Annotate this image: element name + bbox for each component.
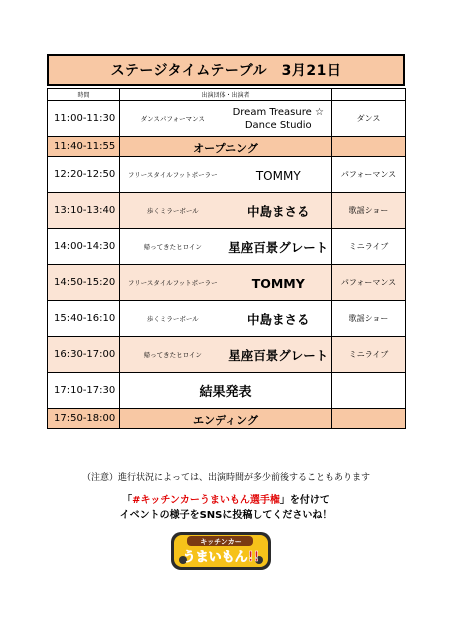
group-cell: フリースタイルフットボーラー bbox=[120, 265, 226, 301]
genre-cell: ダンス bbox=[332, 101, 406, 137]
time-cell: 16:30-17:00 bbox=[48, 337, 120, 373]
hashtag-note bbox=[0, 491, 452, 506]
genre-cell bbox=[332, 373, 406, 409]
genre-cell: ミニライブ bbox=[332, 337, 406, 373]
time-header: 時間 bbox=[48, 89, 120, 101]
performer-cell bbox=[226, 101, 332, 137]
performer-name: TOMMY bbox=[251, 276, 305, 291]
time-cell: 14:00-14:30 bbox=[48, 229, 120, 265]
group-cell: ダンスパフォーマンス bbox=[120, 101, 226, 137]
performer-name: 星座百景グレート bbox=[228, 240, 329, 255]
table-row bbox=[48, 193, 406, 229]
performer-name: 星座百景グレート bbox=[228, 348, 329, 363]
genre-cell: パフォーマンス bbox=[332, 157, 406, 193]
table-row bbox=[48, 157, 406, 193]
performer-name: 中島まさる bbox=[247, 204, 310, 219]
time-cell: 14:50-15:20 bbox=[48, 265, 120, 301]
table-row bbox=[48, 301, 406, 337]
genre-cell: パフォーマンス bbox=[332, 265, 406, 301]
sns-note: イベントの様子をSNSに投稿してくださいね！ bbox=[119, 510, 333, 521]
genre-cell: 歌謡ショー bbox=[332, 301, 406, 337]
logo-line1: キッチンカー bbox=[200, 538, 242, 546]
time-cell: 11:40-11:55 bbox=[48, 137, 120, 157]
performer-cell bbox=[226, 301, 332, 337]
hashtag-close: 」を付けて bbox=[279, 495, 330, 506]
performer-header: 出演団体・出演者 bbox=[120, 89, 332, 101]
page-title: ステージタイムテーブル 3月21日 bbox=[47, 54, 405, 86]
genre-cell bbox=[332, 137, 406, 157]
performer-line1: Dream Treasure ☆ bbox=[232, 106, 324, 118]
time-cell: 15:40-16:10 bbox=[48, 301, 120, 337]
schedule-table bbox=[47, 88, 406, 429]
table-row bbox=[48, 409, 406, 429]
genre-cell: 歌謡ショー bbox=[332, 193, 406, 229]
hashtag-open: 「 bbox=[122, 495, 133, 506]
time-cell: 11:00-11:30 bbox=[48, 101, 120, 137]
event-cell bbox=[120, 373, 332, 409]
group-cell: 帰ってきたヒロイン bbox=[120, 229, 226, 265]
performer-cell bbox=[226, 229, 332, 265]
time-cell: 12:20-12:50 bbox=[48, 157, 120, 193]
time-cell: 17:50-18:00 bbox=[48, 409, 120, 429]
umaimon-logo bbox=[169, 530, 273, 572]
event-label: エンディング bbox=[193, 414, 258, 427]
performer-name: TOMMY bbox=[255, 169, 301, 183]
logo-line2: うまいもん!! bbox=[182, 550, 260, 565]
time-cell: 13:10-13:40 bbox=[48, 193, 120, 229]
table-header-row bbox=[48, 89, 406, 101]
group-cell: 歩くミラーボール bbox=[120, 193, 226, 229]
performer-cell bbox=[226, 157, 332, 193]
table-row bbox=[48, 101, 406, 137]
group-cell: 歩くミラーボール bbox=[120, 301, 226, 337]
genre-cell bbox=[332, 409, 406, 429]
performer-cell bbox=[226, 337, 332, 373]
performer-cell bbox=[226, 193, 332, 229]
table-row bbox=[48, 265, 406, 301]
table-row bbox=[48, 373, 406, 409]
event-label: オープニング bbox=[193, 142, 258, 155]
group-cell: 帰ってきたヒロイン bbox=[120, 337, 226, 373]
performer-name: 中島まさる bbox=[247, 312, 310, 327]
table-row bbox=[48, 337, 406, 373]
hashtag-text: #キッチンカーうまいもん選手権 bbox=[132, 495, 280, 506]
group-cell: フリースタイルフットボーラー bbox=[120, 157, 226, 193]
genre-cell: ミニライブ bbox=[332, 229, 406, 265]
time-cell: 17:10-17:30 bbox=[48, 373, 120, 409]
table-row bbox=[48, 137, 406, 157]
event-cell bbox=[120, 409, 332, 429]
table-row bbox=[48, 229, 406, 265]
performer-line2: Dance Studio bbox=[244, 119, 312, 131]
event-cell bbox=[120, 137, 332, 157]
event-label: 結果発表 bbox=[199, 385, 252, 400]
performer-cell bbox=[226, 265, 332, 301]
caution-note: （注意）進行状況によっては、出演時間が多少前後することもあります bbox=[81, 473, 370, 483]
genre-header bbox=[332, 89, 406, 101]
